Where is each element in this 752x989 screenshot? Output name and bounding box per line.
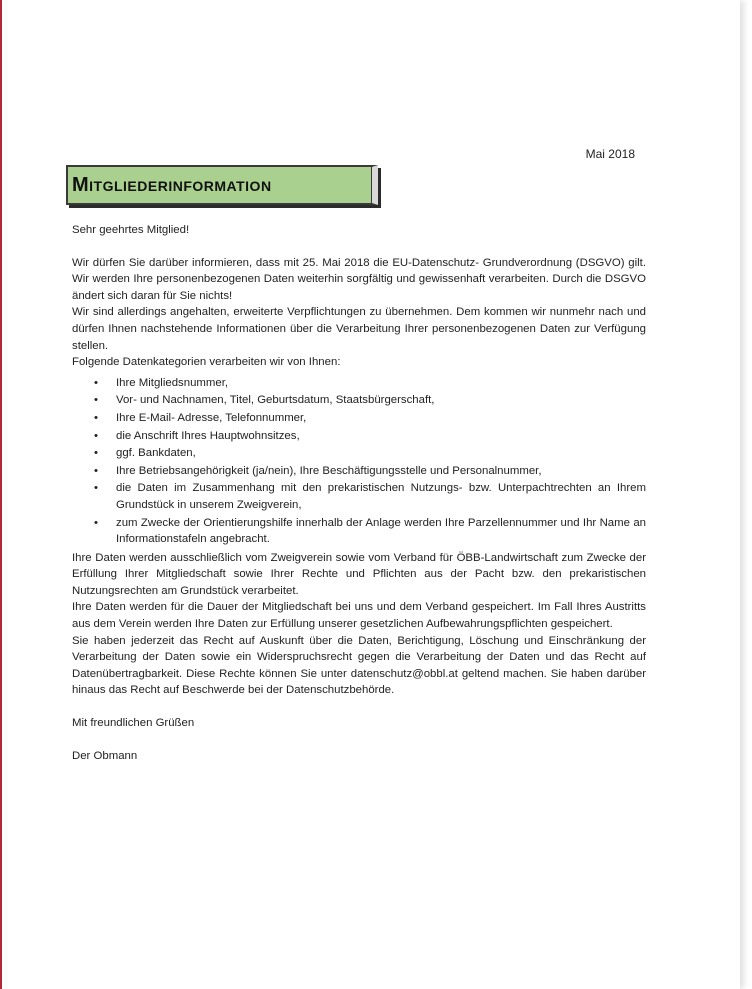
list-item: • Ihre Betriebsangehörigkeit (ja/nein), Ihre Beschäftigungsstelle und Personalnummer, <box>72 463 646 480</box>
document-title: Mitgliederinformation <box>72 173 272 196</box>
intro-paragraph: Wir dürfen Sie darüber informieren, dass mit 25. Mai 2018 die EU-Datenschutz- Grundverordnung (DSGVO) gilt. Wir werden Ihre personenbezogenen Daten weiterhin sorgfältig und gewissenhaft verarbeiten. Durch die DSGVO ändert sich daran für Sie nichts! <box>72 256 646 302</box>
intro-paragraph: Folgende Datenkategorien verarbeiten wir von Ihnen: <box>72 356 341 369</box>
intro-paragraph: Wir sind allerdings angehalten, erweiterte Verpflichtungen zu übernehmen. Dem kommen wir nunmehr nach und dürfen Ihnen nachstehende Informationen über die Verarbeitung Ihrer personenbezogenen Daten zur Verfügung stellen. <box>72 306 646 352</box>
list-item: • die Anschrift Ihres Hauptwohnsitzes, <box>72 428 646 445</box>
title-box <box>66 165 378 205</box>
list-item: • Ihre Mitgliedsnummer, <box>72 375 646 392</box>
salutation: Sehr geehrtes Mitglied! <box>72 224 190 236</box>
closing: Mit freundlichen Grüßen <box>72 717 195 730</box>
list-item: • zum Zwecke der Orientierungshilfe innerhalb der Anlage werden Ihre Parzellennummer und Ihr Name an Informationstafeln angebracht. <box>72 515 646 548</box>
signature: Der Obmann <box>72 749 138 762</box>
list-item: • ggf. Bankdaten, <box>72 445 646 462</box>
document-date: Mai 2018 <box>585 147 635 161</box>
body-paragraph: Sie haben jederzeit das Recht auf Auskunft über die Daten, Berichtigung, Löschung und Einschränkung der Verarbeitung der Daten sowie ein Widerspruchsrecht gegen die Verarbeitung der Daten und das Recht auf Datenübertragbarkeit. Diese Rechte können Sie unter datenschutz@obbl.at geltend machen. Sie haben darüber hinaus das Recht auf Beschwerde bei der Datenschutzbehörde. <box>72 634 646 697</box>
letter-body <box>72 222 646 764</box>
list-item: • Vor- und Nachnamen, Titel, Geburtsdatum, Staatsbürgerschaft, <box>72 392 646 409</box>
body-paragraph: Ihre Daten werden ausschließlich vom Zweigverein sowie vom Verband für ÖBB-Landwirtschaft zum Zwecke der Erfüllung Ihrer Mitgliedschaft sowie Ihrer Rechte und Pflichten aus der Pacht bzw. den prekaristischen Nutzungsrechten am Grundstück verarbeitet. <box>72 551 646 597</box>
list-item: • die Daten im Zusammenhang mit den prekaristischen Nutzungs- bzw. Unterpachtrechten an Ihrem Grundstück in unserem Zweigverein, <box>72 480 646 513</box>
list-item: • Ihre E-Mail- Adresse, Telefonnummer, <box>72 410 646 427</box>
body-paragraph: Ihre Daten werden für die Dauer der Mitgliedschaft bei uns und dem Verband gespeichert. Im Fall Ihres Austritts aus dem Verein werden Ihre Daten zur Erfüllung unserer gesetzlichen Aufbewahrungspflichten gespeichert. <box>72 601 646 631</box>
data-categories-list <box>72 375 646 548</box>
